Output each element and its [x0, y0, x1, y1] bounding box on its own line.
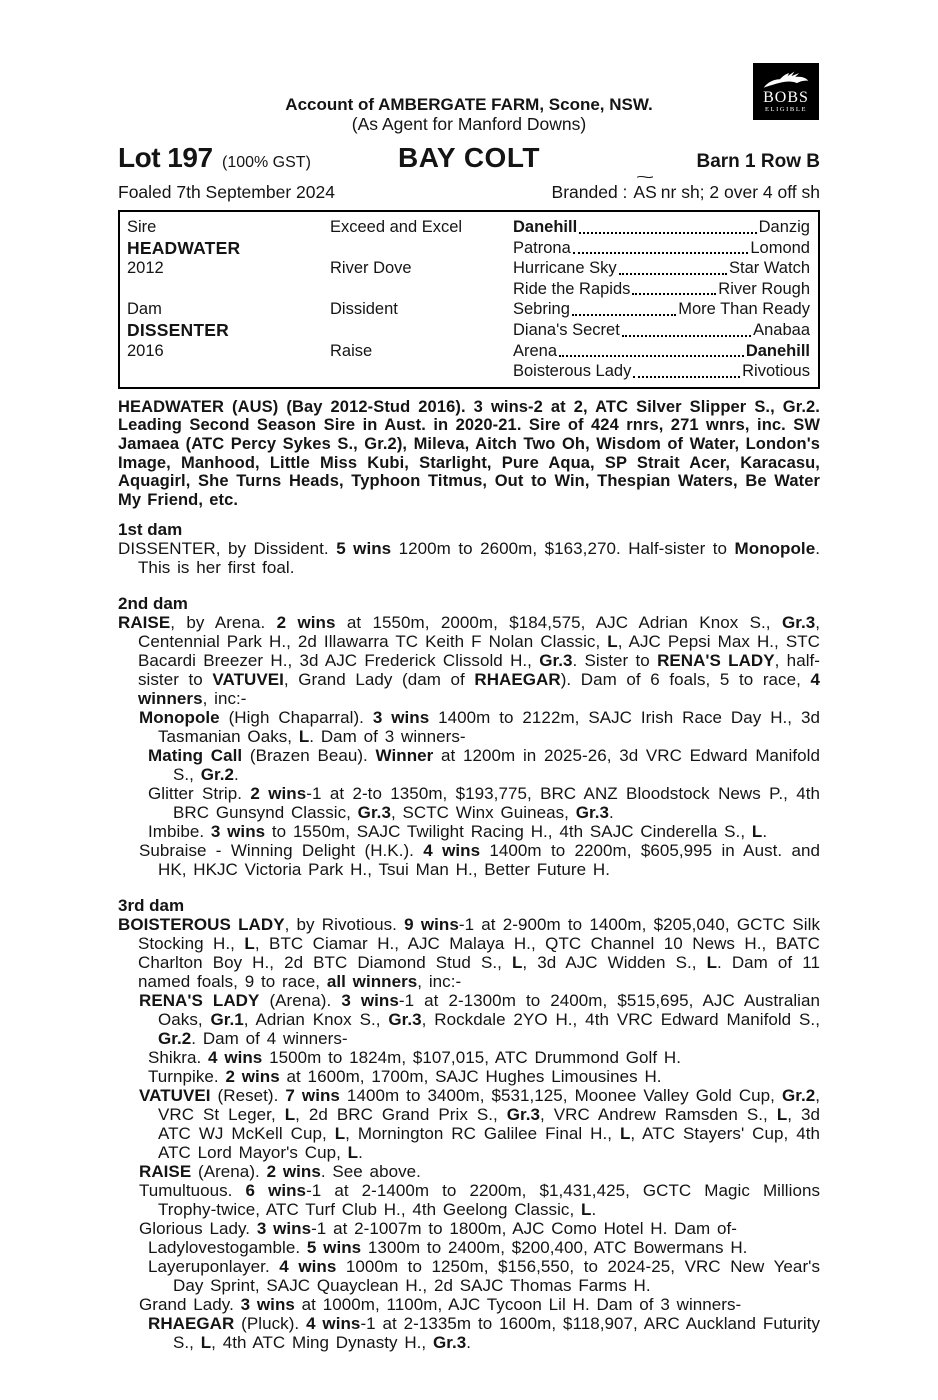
body-text: , inc:- [417, 972, 462, 992]
emphasis-text: L [607, 632, 618, 652]
pedigree-paragraph [118, 1048, 820, 1067]
pedigree-paragraph [118, 1257, 820, 1295]
pedigree-col3 [513, 341, 810, 362]
body-text: Subraise - Winning Delight (H.K.). [139, 841, 424, 861]
brand-letters: AS [633, 182, 657, 202]
emphasis-text: VATUVEI [139, 1086, 211, 1106]
ancestor-name: Danzig [758, 218, 810, 236]
gst-note: (100% GST) [221, 154, 311, 171]
body-text: , inc:- [202, 689, 247, 709]
emphasis-text: Gr.3 [575, 803, 609, 823]
pedigree-col3 [513, 279, 810, 300]
body-text: Glorious Lady. [139, 1219, 257, 1239]
emphasis-text: 4 wins [423, 841, 481, 861]
body-text: -1 at 2-1300m to 2400m, $515,695, AJC Australian Oaks, [158, 991, 821, 1030]
emphasis-text: Gr.2 [200, 765, 234, 785]
body-text: , Rockdale 2YO H., 4th VRC Edward Manifold S., [421, 1010, 820, 1030]
branded-label: Branded : [551, 182, 628, 202]
emphasis-text: all winners [326, 972, 418, 992]
body-text: , by Rivotious. [284, 915, 405, 935]
brand-mark [633, 169, 657, 202]
account-line: Account of AMBERGATE FARM, Scone, NSW. [285, 95, 653, 114]
pedigree-row [127, 299, 810, 320]
body-text: 1200m to 2600m, $163,270. Half-sister to [391, 539, 735, 559]
ancestor-name: Patrona [513, 238, 571, 257]
pedigree-row [127, 238, 810, 259]
pedigree-paragraph [118, 708, 820, 746]
emphasis-text: Monopole [734, 539, 816, 559]
dot-leader [579, 232, 756, 234]
emphasis-text: L [706, 953, 718, 973]
pedigree-paragraph [118, 822, 820, 841]
pedigree-paragraph [118, 539, 820, 577]
body-text: , 3d ATC WJ McKell Cup, [158, 1105, 821, 1144]
pedigree-col1 [127, 361, 330, 382]
body-text: 1500m to 1824m, $107,015, ATC Drummond Golf H. [262, 1048, 681, 1068]
emphasis-text: VATUVEI [212, 670, 284, 690]
ancestor-name: Rivotious [742, 362, 810, 381]
emphasis-text: Monopole [139, 708, 220, 728]
ancestor-name: Danehill [745, 341, 810, 360]
bobs-logo-text: BOBS [763, 89, 809, 106]
emphasis-text: L [284, 1105, 296, 1125]
emphasis-text: 5 wins [306, 1238, 362, 1258]
emphasis-text: Gr.3 [781, 613, 816, 633]
pedigree-row [127, 279, 810, 300]
pedigree-col3 [513, 320, 810, 341]
foaled-date: Foaled 7th September 2024 [118, 182, 335, 202]
body-text: , by Arena. [170, 613, 277, 633]
body-text: Glitter Strip. [148, 784, 251, 804]
pedigree-paragraph [118, 1238, 820, 1257]
emphasis-text: Gr.3 [432, 1333, 467, 1353]
pedigree-col2: Exceed and Excel [330, 218, 463, 236]
body-text: (Arena). [259, 991, 342, 1011]
body-text: , 4th ATC Ming Dynasty H., [211, 1333, 433, 1353]
pedigree-col2 [330, 320, 513, 341]
emphasis-text: Gr.1 [210, 1010, 244, 1030]
page-title: BAY COLT [398, 142, 540, 173]
emphasis-text: 3 wins [341, 991, 399, 1011]
emphasis-text: 3 wins [372, 708, 430, 728]
body-text: . [609, 803, 614, 823]
body-text: , Grand Lady (dam of [283, 670, 475, 690]
emphasis-text: Gr.2 [781, 1086, 816, 1106]
body-text: . [762, 822, 768, 842]
emphasis-text: 7 wins [285, 1086, 340, 1106]
pedigree-row [127, 217, 810, 238]
pedigree-col1: 2012 [127, 259, 164, 278]
body-text: ). Dam of 6 foals, 5 to race, [560, 670, 811, 690]
section-heading: 3rd dam [118, 896, 185, 916]
sire-summary: HEADWATER (AUS) (Bay 2012-Stud 2016). 3 wins-2 at 2, ATC Silver Slipper S., Gr.2. Leading Second Season Sire in Aust. in 2020-21. Sire of 424 rnrs, 271 wnrs, inc. SW Jamaea (ATC Percy Sykes S., Gr.2), Mileva, Aitch Two Oh, Wisdom of Water, London's Image, Manhood, Little Miss Kubi, Starlight, Pure Aqua, SP Strait Acer, Karacasu, Aquagirl, She Turns Heads, Typhoon Titmus, Out to Win, Thespian Waters, Be Water My Friend, etc. [118, 397, 820, 509]
pedigree-paragraph [118, 1067, 820, 1086]
emphasis-text: 4 wins [208, 1048, 263, 1068]
emphasis-text: L [347, 1143, 359, 1163]
body-text: . This is her first foal. [138, 539, 820, 578]
pedigree-paragraph [118, 1162, 820, 1181]
ancestor-name: Arena [513, 341, 558, 360]
body-text: at 1600m, 1700m, SAJC Hughes Limousines H. [279, 1067, 662, 1087]
body-text: (Reset). [210, 1086, 286, 1106]
agent-line: (As Agent for Manford Downs) [351, 114, 587, 134]
emphasis-text: Gr.2 [158, 1029, 192, 1049]
ancestor-name: Ride the Rapids [513, 279, 631, 298]
pedigree-paragraph [118, 1314, 820, 1352]
body-text: , VRC St Leger, [158, 1086, 821, 1125]
emphasis-text: 3 wins [240, 1295, 295, 1315]
body-text: 1400m to 2200m, $605,995 in Aust. and HK, HKJC Victoria Park H., Tsui Man H., Better Future H. [158, 841, 821, 880]
body-text: -1 at 2-1400m to 2200m, $1,431,425, GCTC Magic Millions Trophy-twice, ATC Turf Club H., 4th Geelong Classic, [158, 1181, 821, 1220]
pedigree-paragraph [118, 841, 820, 879]
emphasis-text: L [581, 1200, 592, 1220]
body-text: . Dam of 3 winners- [309, 727, 466, 747]
emphasis-text: RHAEGAR [148, 1314, 235, 1334]
body-text: . [466, 1333, 472, 1353]
emphasis-text: 2 wins [266, 1162, 321, 1182]
bobs-eligible-logo [753, 63, 819, 120]
emphasis-text: L [776, 1105, 788, 1125]
dot-leader [619, 273, 727, 275]
body-text: Tumultuous. [139, 1181, 246, 1201]
pedigree-paragraph [118, 784, 820, 822]
section-heading: 1st dam [118, 520, 183, 540]
lot-number: Lot 197 [118, 142, 213, 173]
pedigree-col2 [330, 361, 513, 382]
pedigree-col2 [330, 238, 513, 259]
dot-leader [633, 376, 740, 378]
body-text: 1000m to 1250m, $156,550, to 2024-25, VRC New Year's Day Sprint, SAJC Quayclean H., 2d SAJC Thomas Farms H. [173, 1257, 820, 1296]
body-text: , BTC Ciamar H., AJC Malaya H., QTC Channel 10 News H., BATC Charlton Boy H., 2d BTC Diamond Stud S., [138, 934, 820, 973]
body-text: . Sister to [572, 651, 658, 671]
dot-leader [632, 293, 716, 295]
body-text: at 1000m, 1100m, AJC Tycoon Lil H. Dam of 3 winners- [294, 1295, 742, 1315]
body-text: -1 at 2-1007m to 1800m, AJC Como Hotel H. Dam of- [311, 1219, 737, 1239]
foaled-row [118, 169, 820, 202]
pedigree-paragraph [118, 915, 820, 991]
body-text: 1400m to 3400m, $531,125, Moonee Valley Gold Cup, [339, 1086, 782, 1106]
emphasis-text: RENA'S LADY [657, 651, 775, 671]
pedigree-col3 [513, 361, 810, 382]
dot-leader [573, 252, 749, 254]
bobs-eligible-text: ELIGIBLE [764, 106, 808, 113]
body-text: . Dam of 4 winners- [191, 1029, 348, 1049]
body-text: , 3d AJC Widden S., [522, 953, 707, 973]
pedigree-col1: HEADWATER [127, 237, 241, 258]
pedigree-col1 [127, 279, 330, 300]
emphasis-text: 6 wins [245, 1181, 307, 1201]
ancestor-name: River Rough [718, 279, 810, 298]
pedigree-col2: Dissident [330, 300, 398, 319]
body-text: 1400m to 2122m, SAJC Irish Race Day H., 3d Tasmanian Oaks, [158, 708, 820, 747]
body-text: (Arena). [191, 1162, 267, 1182]
ancestor-name: Hurricane Sky [513, 259, 617, 278]
dot-leader [572, 314, 676, 316]
dot-leader [622, 335, 751, 337]
body-text: . [591, 1200, 597, 1220]
emphasis-text: L [200, 1333, 212, 1353]
barn-row-label: Barn 1 Row B [696, 151, 820, 172]
pedigree-paragraph [118, 1086, 820, 1162]
emphasis-text: L [298, 727, 310, 747]
body-text: Imbibe. [148, 822, 211, 842]
ancestor-name: Danehill [513, 218, 578, 236]
body-text: 1300m to 2400m, $200,400, ATC Bowermans H. [361, 1238, 748, 1258]
emphasis-text: 2 wins [250, 784, 307, 804]
body-text: Layeruponlayer. [148, 1257, 280, 1277]
emphasis-text: 3 wins [256, 1219, 312, 1239]
pedigree-table [118, 210, 820, 389]
pedigree-paragraph [118, 991, 820, 1048]
body-text: at 1550m, 2000m, $184,575, AJC Adrian Knox S., [335, 613, 782, 633]
emphasis-text: RAISE [118, 613, 171, 633]
pedigree-paragraph [118, 1219, 820, 1238]
body-text: , AJC Pepsi Max H., STC Bacardi Breezer H., 3d AJC Frederick Clissold H., [138, 632, 821, 671]
ancestor-name: More Than Ready [678, 300, 810, 319]
pedigree-col1: Dam [127, 300, 162, 319]
pedigree-col3 [513, 258, 810, 279]
pedigree-col3 [513, 299, 810, 320]
body-text: . Dam of 11 named foals, 9 to race, [138, 953, 820, 992]
emphasis-text: RENA'S LADY [139, 991, 260, 1011]
ancestor-name: Diana's Secret [513, 320, 620, 339]
pedigree-col1: Sire [127, 218, 157, 236]
body-text: , half-sister to [138, 651, 821, 690]
section-heading: 2nd dam [118, 594, 188, 614]
pedigree-row [127, 320, 810, 341]
dam-sections [118, 520, 820, 1352]
emphasis-text: Mating Call [148, 746, 243, 766]
dot-leader [559, 355, 744, 357]
body-text: . See above. [320, 1162, 421, 1182]
emphasis-text: L [619, 1124, 631, 1144]
lot-left [118, 142, 398, 174]
emphasis-text: 4 wins [279, 1257, 337, 1277]
body-text: , Centennial Park H., 2d Illawarra TC Keith F Nolan Classic, [138, 613, 820, 652]
emphasis-text: Gr.3 [388, 1010, 422, 1030]
body-text: at 1200m in 2025-26, 3d VRC Edward Manifold S., [173, 746, 820, 785]
emphasis-text: 4 winners [138, 670, 820, 709]
body-text: , VRC Andrew Ramsden S., [540, 1105, 777, 1125]
ancestor-name: Sebring [513, 300, 570, 319]
emphasis-text: L [244, 934, 255, 954]
body-text: Turnpike. [148, 1067, 226, 1087]
emphasis-text: Gr.3 [357, 803, 391, 823]
pedigree-col2 [330, 279, 513, 300]
emphasis-text: 9 wins [404, 915, 459, 935]
page-content [118, 0, 820, 1352]
brand-description: nr sh; 2 over 4 off sh [660, 182, 820, 202]
emphasis-text: L [751, 822, 763, 842]
emphasis-text: BOISTEROUS LADY [118, 915, 285, 935]
emphasis-text: RHAEGAR [474, 670, 561, 690]
body-text: , Mornington RC Galilee Final H., [345, 1124, 620, 1144]
body-text: to 1550m, SAJC Twilight Racing H., 4th SAJC Cinderella S., [265, 822, 752, 842]
body-text: Ladylovestogamble. [148, 1238, 307, 1258]
ancestor-name: Anabaa [753, 320, 810, 339]
emphasis-text: Gr.3 [539, 651, 573, 671]
emphasis-text: 3 wins [210, 822, 266, 842]
emphasis-text: 2 wins [276, 613, 336, 633]
body-text: . [234, 765, 239, 785]
body-text: Grand Lady. [139, 1295, 241, 1315]
pedigree-row [127, 341, 810, 362]
ancestor-name: Boisterous Lady [513, 362, 632, 381]
body-text: . [358, 1143, 363, 1163]
horse-head-icon [760, 70, 812, 90]
pedigree-paragraph [118, 1295, 820, 1314]
brand-tilde-mark: ~ [635, 169, 655, 185]
body-text: , SCTC Winx Guineas, [390, 803, 576, 823]
branded-info [551, 169, 820, 202]
body-text: -1 at 2-1335m to 1600m, $118,907, ARC Auckland Futurity S., [173, 1314, 821, 1353]
pedigree-col1: DISSENTER [127, 319, 229, 340]
body-text: (Brazen Beau). [242, 746, 376, 766]
ancestor-name: Lomond [750, 238, 810, 257]
emphasis-text: 5 wins [336, 539, 392, 559]
body-text: Shikra. [148, 1048, 209, 1068]
emphasis-text: 2 wins [225, 1067, 280, 1087]
pedigree-paragraph [118, 746, 820, 784]
pedigree-col2: River Dove [330, 259, 412, 278]
emphasis-text: 4 wins [306, 1314, 361, 1334]
emphasis-text: Gr.3 [506, 1105, 541, 1125]
ancestor-name: Star Watch [729, 259, 810, 278]
body-text: , Adrian Knox S., [243, 1010, 389, 1030]
emphasis-text: L [334, 1124, 346, 1144]
body-text: , 2d BRC Grand Prix S., [295, 1105, 507, 1125]
lot-row [118, 142, 820, 174]
pedigree-col1: 2016 [127, 341, 164, 360]
pedigree-row [127, 361, 810, 382]
pedigree-paragraph [118, 613, 820, 708]
body-text: -1 at 2-to 1350m, $193,775, BRC ANZ Bloodstock News P., 4th BRC Gunsynd Classic, [173, 784, 821, 823]
emphasis-text: L [511, 953, 523, 973]
body-text: DISSENTER, by Dissident. [118, 539, 337, 559]
pedigree-col3 [513, 238, 810, 259]
pedigree-paragraph [118, 1181, 820, 1219]
emphasis-text: Winner [375, 746, 434, 766]
pedigree-col3 [513, 217, 810, 238]
pedigree-col2: Raise [330, 341, 373, 360]
body-text: (High Chaparral). [219, 708, 373, 728]
pedigree-row [127, 258, 810, 279]
body-text: -1 at 2-900m to 1400m, $205,040, GCTC Silk Stocking H., [138, 915, 820, 954]
body-text: (Pluck). [234, 1314, 307, 1334]
body-text: , ATC Stayers' Cup, 4th ATC Lord Mayor's Cup, [158, 1124, 820, 1163]
emphasis-text: RAISE [139, 1162, 192, 1182]
